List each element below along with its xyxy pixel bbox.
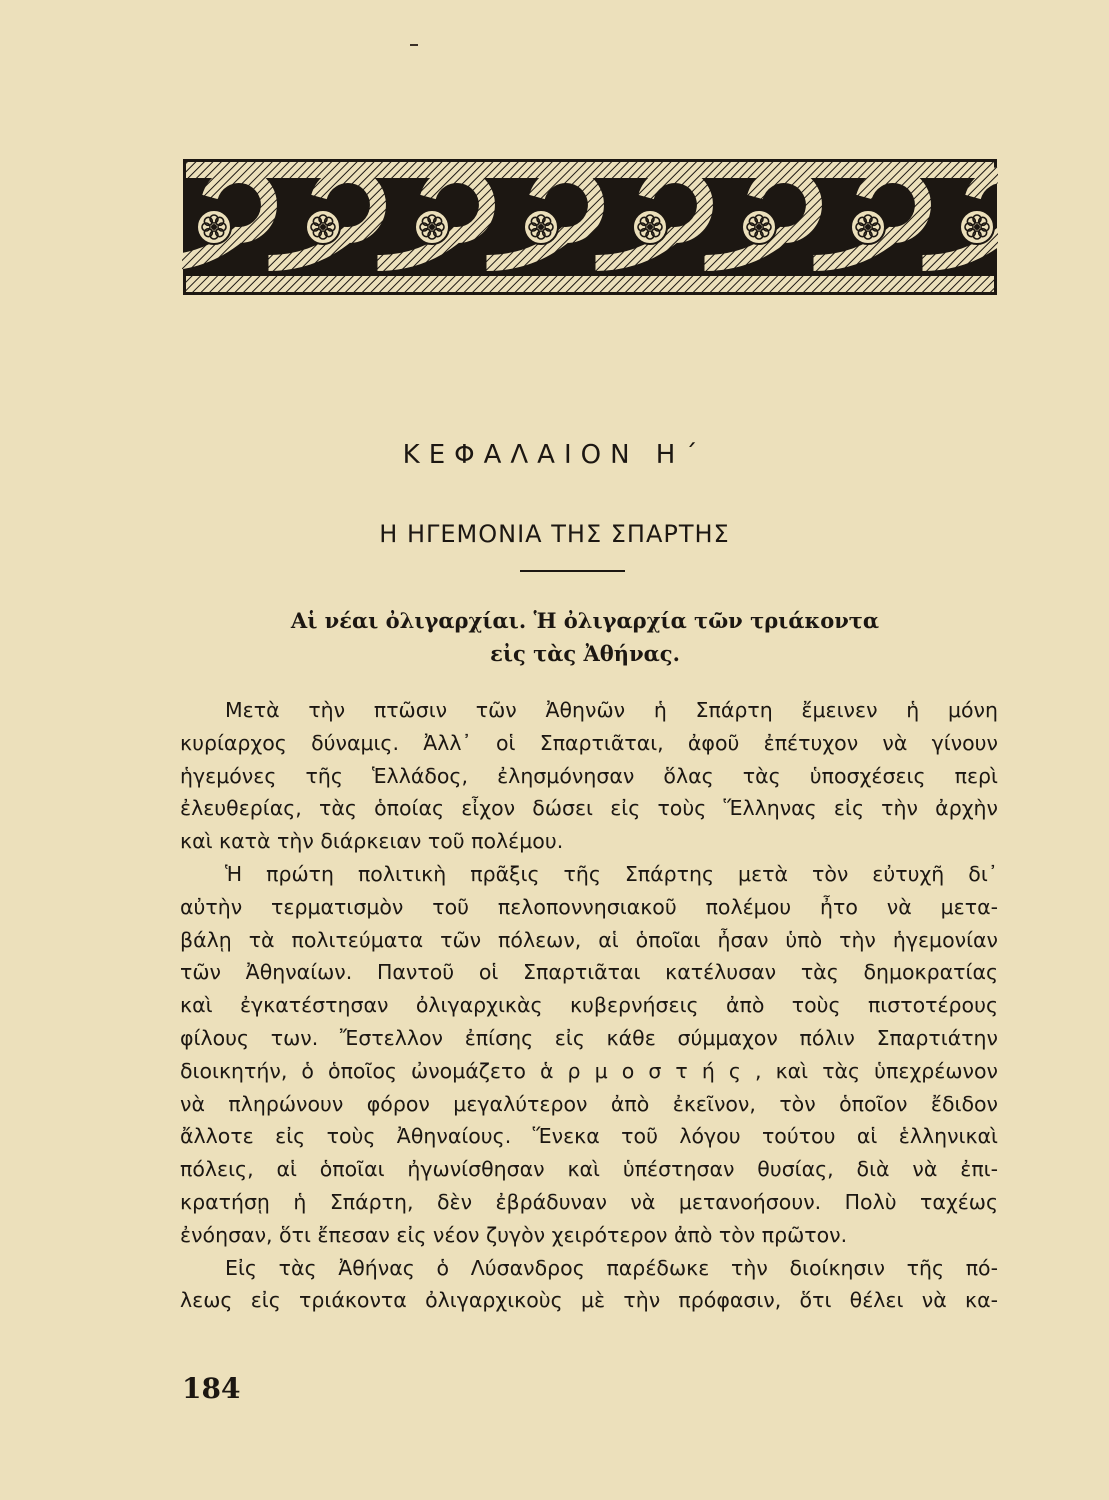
text-line: βάλῃ τὰ πολιτεύματα τῶν πόλεων, αἱ ὁποῖαι ἦσαν ὑπὸ τὴν ἡγεμονίαν [180, 927, 998, 952]
text-line: Μετὰ τὴν πτῶσιν τῶν Ἀθηνῶν ἡ Σπάρτη ἔμεινεν ἡ μόνη [225, 698, 998, 722]
text-line: διοικητήν, ὁ ὁποῖος ὠνομάζετο ἁ ρ μ ο σ τ ή ς , καὶ τὰς ὑπεχρέωνον [180, 1058, 998, 1083]
rosette-core [756, 224, 762, 230]
rosette-core [974, 224, 980, 230]
text-line: ἐλευθερίας, τὰς ὁποίας εἶχον δώσει εἰς τοὺς Ἕλληνας εἰς τὴν ἀρχὴν [180, 796, 998, 821]
text-line: πόλεις, αἱ ὁποῖαι ἠγωνίσθησαν καὶ ὑπέστησαν θυσίας, διὰ νὰ ἐπι- [180, 1157, 998, 1182]
rosette-core [211, 224, 217, 230]
ink-mark [410, 44, 418, 46]
page-number: 184 [182, 1372, 241, 1405]
text-line: φίλους των. Ἔστελλον ἐπίσης εἰς κάθε σύμμαχον πόλιν Σπαρτιάτην [180, 1025, 998, 1050]
section-title-line: Αἱ νέαι ὀλιγαρχίαι. Ἡ ὀλιγαρχία τῶν τριάκοντα [290, 608, 880, 633]
text-line: κυρίαρχος δύναμις. Ἀλλ᾽ οἱ Σπαρτιᾶται, ἀφοῦ ἐπέτυχον νὰ γίνουν [180, 730, 998, 755]
text-line: ἡγεμόνες τῆς Ἑλλάδος, ἐλησμόνησαν ὅλας τὰς ὑποσχέσεις περὶ [180, 763, 998, 788]
body-text [180, 694, 998, 1317]
text-line: Ἡ πρώτη πολιτικὴ πρᾶξις τῆς Σπάρτης μετὰ τὸν εὐτυχῆ δι᾽ [225, 861, 998, 886]
text-line: κρατήσῃ ἡ Σπάρτη, δὲν ἐβράδυναν νὰ μετανοήσουν. Πολὺ ταχέως [180, 1189, 998, 1214]
text-line: ἄλλοτε εἰς τοὺς Ἀθηναίους. Ἕνεκα τοῦ λόγου τούτου αἱ ἑλληνικαὶ [180, 1124, 998, 1149]
text-line: καὶ ἐγκατέστησαν ὀλιγαρχικὰς κυβερνήσεις ἀπὸ τοὺς πιστοτέρους [180, 993, 998, 1018]
rosette-core [538, 224, 544, 230]
text-line: Εἰς τὰς Ἀθήνας ὁ Λύσανδρος παρέδωκε τὴν διοίκησιν τῆς πό- [225, 1255, 998, 1280]
rosette-core [429, 224, 435, 230]
text-line: νὰ πληρώνουν φόρον μεγαλύτερον ἀπὸ ἐκεῖνον, τὸν ὁποῖον ἔδιδον [180, 1091, 998, 1116]
text-line: τῶν Ἀθηναίων. Παντοῦ οἱ Σπαρτιᾶται κατέλυσαν τὰς δημοκρατίας [180, 960, 998, 985]
text-line: αὐτὴν τερματισμὸν τοῦ πελοποννησιακοῦ πολέμου ἦτο νὰ μετα- [180, 894, 998, 919]
rosette-core [647, 224, 653, 230]
title-underline [520, 570, 625, 572]
meander-wave-ornament [182, 158, 998, 296]
text-line: λεως εἰς τριάκοντα ὀλιγαρχικοὺς μὲ τὴν πρόφασιν, ὅτι θέλει νὰ κα- [180, 1288, 998, 1313]
text-line: καὶ κατὰ τὴν διάρκειαν τοῦ πολέμου. [180, 829, 564, 854]
chapter-title: Η ΗΓΕΜΟΝΙΑ ΤΗΣ ΣΠΑΡΤΗΣ [379, 520, 730, 548]
section-title-line: εἰς τὰς Ἀθήνας. [490, 641, 680, 666]
section-title [240, 604, 930, 670]
rosette-core [865, 224, 871, 230]
text-line: ἐνόησαν, ὅτι ἔπεσαν εἰς νέον ζυγὸν χειρότερον ἀπὸ τὸν πρῶτον. [180, 1222, 848, 1247]
chapter-heading: ΚΕΦΑΛΑΙΟΝ Η΄ [402, 440, 707, 470]
rosette-core [320, 224, 326, 230]
